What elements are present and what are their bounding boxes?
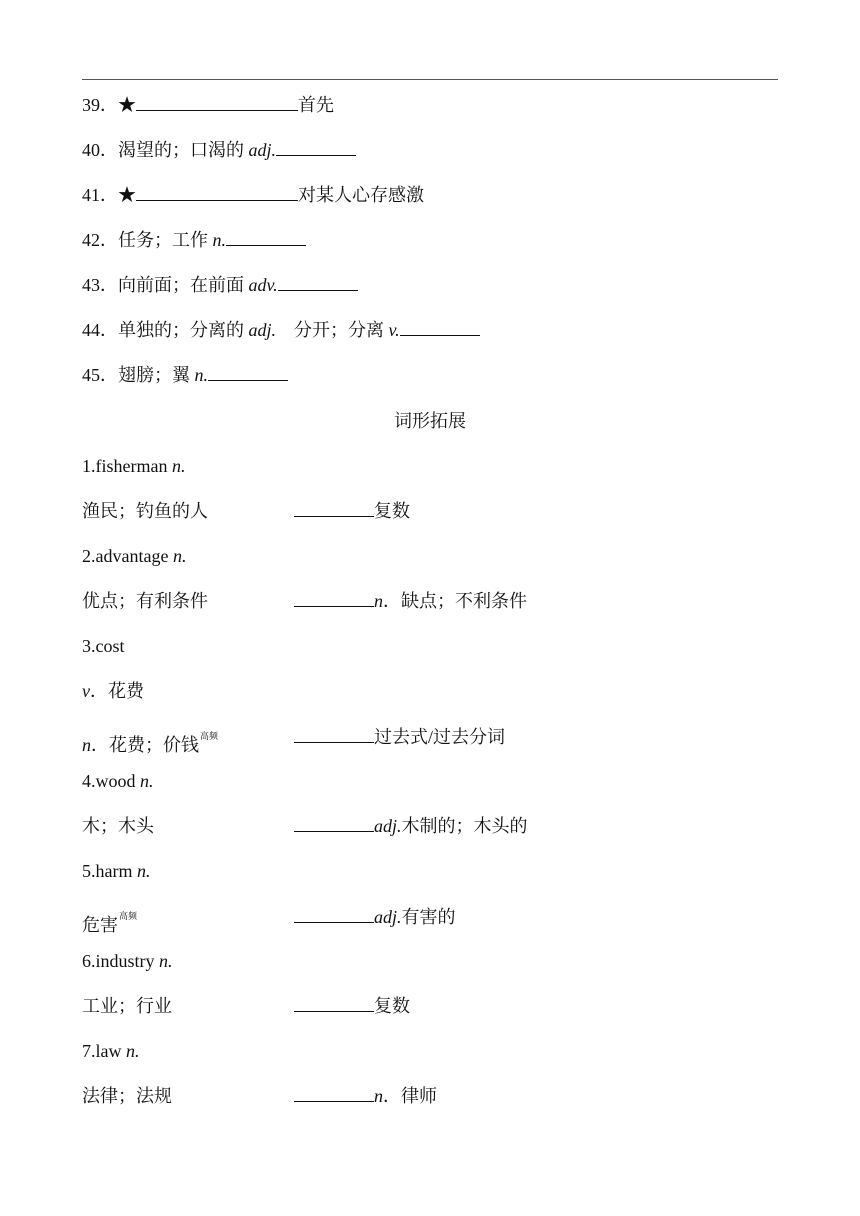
item-meaning-2: 分开；分离 — [294, 320, 385, 340]
part-of-speech: n. — [172, 546, 187, 566]
word-derivation — [294, 1085, 437, 1107]
part-of-speech: n. — [212, 230, 226, 250]
word-head: 6.industry — [82, 951, 155, 971]
item-number: 44． — [82, 320, 118, 340]
item-number: 45． — [82, 365, 118, 385]
part-of-speech: adv. — [248, 275, 278, 295]
list-item-44 — [82, 319, 480, 341]
word-heading — [82, 860, 150, 882]
word-meaning-verb — [82, 680, 144, 702]
word-derivation — [294, 995, 410, 1017]
answer-blank[interactable] — [226, 229, 306, 246]
derivation-label: 过去式/过去分词 — [374, 727, 506, 747]
word-heading — [82, 770, 154, 792]
item-meaning: 向前面；在前面 — [118, 275, 244, 295]
meaning-text: ．花费 — [90, 681, 144, 701]
part-of-speech: n — [374, 1086, 383, 1106]
word-heading — [82, 1040, 140, 1062]
word-heading: 3.cost — [82, 636, 125, 656]
answer-blank[interactable] — [294, 995, 374, 1012]
part-of-speech: n. — [136, 861, 151, 881]
part-of-speech: adj. — [248, 140, 277, 160]
answer-blank[interactable] — [400, 319, 480, 336]
answer-blank[interactable] — [294, 726, 374, 743]
word-head: 7.law — [82, 1041, 122, 1061]
answer-blank[interactable] — [294, 590, 374, 607]
word-heading — [82, 455, 185, 477]
derivation-label: ．律师 — [383, 1086, 437, 1106]
word-heading — [82, 950, 173, 972]
item-number: 39． — [82, 95, 118, 115]
part-of-speech-2: v. — [388, 320, 400, 340]
list-item-39 — [82, 94, 334, 116]
word-meaning: 优点；有利条件 — [82, 591, 208, 611]
item-number: 41． — [82, 185, 118, 205]
list-item-40 — [82, 139, 356, 161]
part-of-speech: adj. — [374, 907, 402, 927]
word-meaning: 法律；法规 — [82, 1086, 172, 1106]
meaning-text: 危害 — [82, 915, 118, 935]
word-derivation — [294, 500, 410, 522]
word-meaning-noun — [82, 726, 218, 756]
part-of-speech: adj. — [374, 816, 402, 836]
part-of-speech: n — [374, 591, 383, 611]
answer-blank[interactable] — [276, 139, 356, 156]
word-meaning: 渔民；钓鱼的人 — [82, 501, 208, 521]
item-meaning: 首先 — [298, 95, 334, 115]
item-meaning: 单独的；分离的 — [118, 320, 244, 340]
item-meaning: 对某人心存感激 — [298, 185, 424, 205]
item-meaning: 任务；工作 — [118, 230, 208, 250]
header-rule — [82, 79, 778, 80]
word-derivation — [294, 726, 505, 748]
word-meaning: 工业；行业 — [82, 996, 172, 1016]
item-number: 40． — [82, 140, 118, 160]
answer-blank[interactable] — [208, 364, 288, 381]
high-frequency-tag: 高频 — [119, 912, 138, 922]
part-of-speech: n. — [194, 365, 208, 385]
derivation-label: 复数 — [374, 501, 410, 521]
list-item-45 — [82, 364, 288, 386]
part-of-speech: n. — [140, 771, 154, 791]
derivation-label: 木制的；木头的 — [401, 816, 528, 836]
high-frequency-tag: 高频 — [200, 732, 219, 742]
item-number: 42． — [82, 230, 118, 250]
item-number: 43． — [82, 275, 118, 295]
part-of-speech: adj. — [248, 320, 277, 340]
star-icon: ★ — [118, 95, 136, 115]
answer-blank[interactable] — [136, 94, 298, 111]
word-head: 4.wood — [82, 771, 136, 791]
word-derivation — [294, 906, 456, 928]
word-head: 2.advantage — [82, 546, 169, 566]
derivation-label: 有害的 — [401, 907, 456, 927]
item-meaning: 翅膀；翼 — [118, 365, 190, 385]
answer-blank[interactable] — [294, 906, 374, 923]
list-item-41 — [82, 184, 424, 206]
part-of-speech: n. — [171, 456, 186, 476]
part-of-speech: n — [82, 735, 91, 755]
answer-blank[interactable] — [136, 184, 298, 201]
part-of-speech: v — [82, 681, 90, 701]
word-meaning — [82, 906, 137, 936]
answer-blank[interactable] — [294, 815, 374, 832]
word-derivation — [294, 815, 528, 837]
derivation-label: 复数 — [374, 996, 410, 1016]
star-icon: ★ — [118, 185, 136, 205]
answer-blank[interactable] — [278, 274, 358, 291]
word-meaning: 木；木头 — [82, 816, 154, 836]
list-item-42 — [82, 229, 306, 251]
meaning-text: ．花费；价钱 — [91, 735, 199, 755]
answer-blank[interactable] — [294, 1085, 374, 1102]
answer-blank[interactable] — [294, 500, 374, 517]
word-heading — [82, 545, 186, 567]
part-of-speech: n. — [126, 1041, 140, 1061]
word-head: 1.fisherman — [82, 456, 168, 476]
part-of-speech: n. — [159, 951, 173, 971]
word-derivation — [294, 590, 527, 612]
list-item-43 — [82, 274, 358, 296]
section-title: 词形拓展 — [394, 411, 466, 431]
word-head: 5.harm — [82, 861, 133, 881]
item-meaning: 渴望的；口渴的 — [118, 140, 244, 160]
derivation-label: ．缺点；不利条件 — [383, 591, 527, 611]
